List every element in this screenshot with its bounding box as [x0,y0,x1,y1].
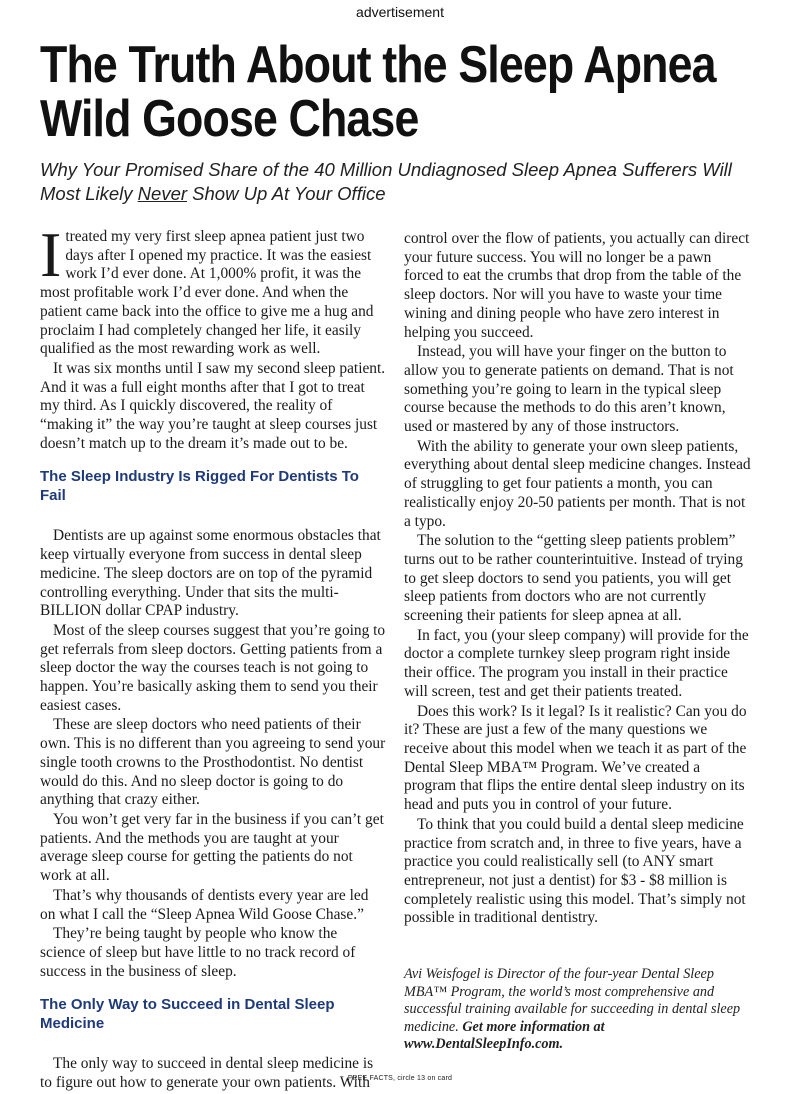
right-column [404,230,752,929]
body-paragraph: With the ability to generate your own sleep patients, everything about dental sleep medicine changes. Instead of struggling to get four patients a month, you can realistically enjoy 20-50 patients per month. That is not a typo. [404,437,751,530]
body-paragraph: These are sleep doctors who need patients of their own. This is no different than you agreeing to send your single tooth crowns to the Prosthodontist. No dentist would do this. And no sleep doctor is going to do anything that crazy either. [40,716,386,809]
subheadline [40,158,770,206]
section-heading-rigged: The Sleep Industry Is Rigged For Dentists To Fail [40,468,359,505]
body-paragraph: In fact, you (your sleep company) will provide for the doctor a complete turnkey sleep program right inside their office. The program you install in their practice will screen, test and get their patients treated. [404,626,749,700]
subhead-text-after: Show Up At Your Office [187,183,386,204]
body-paragraph: They’re being taught by people who know the science of sleep but have little to no track record of success in the business of sleep. [40,925,356,980]
intro-paragraph-1-text: treated my very first sleep apnea patient just two days after I opened my practice. It was the easiest work I’d ever done. At 1,000% profit, it was the most profitable work I’d ever done. And when the patient came back into the office to give me a hug and proclaim I had completely changed her life, it easily qualified as the most rewarding work as well. [40,228,374,358]
subhead-text-before: Why Your Promised Share of the 40 Million Undiagnosed Sleep Apnea Sufferers Will Most Likely [40,159,732,204]
body-paragraph: The only way to succeed in dental sleep medicine is to figure out how to generate your own patients. With [40,1055,374,1092]
footer-reader-service: FREE FACTS, circle 13 on card [347,1075,453,1082]
body-paragraph: Most of the sleep courses suggest that you’re going to get referrals from sleep doctors. Getting patients from a sleep doctor the way the courses teach is not going to happen. You’re basically asking them to send you their easiest cases. [40,621,386,714]
body-paragraph: That’s why thousands of dentists every year are led on what I call the “Sleep Apnea Wild Goose Chase.” [40,886,369,923]
author-bio-text: Avi Weisfogel is Director of the four-year Dental Sleep MBA™ Program, the world’s most comprehensive and successful training available for succeeding in dental sleep medicine. [404,966,741,1035]
intro-paragraph-1 [40,219,386,359]
subhead-emphasis: Never [137,183,188,204]
website-link[interactable]: Get more information at www.DentalSleepInfo.com. [404,1018,605,1053]
body-paragraph: The solution to the “getting sleep patients problem” turns out to be rather counterintuitive. Instead of trying to get sleep doctors to send you patients, you will get sleep patients from doctors who are not currently screening their patients for sleep apnea at all. [404,532,743,625]
body-paragraph: You won’t get very far in the business if you can’t get patients. And the methods you are taught at your average sleep course for getting the patients do not work at all. [40,810,384,885]
headline-line-2: Wild Goose Chase [40,90,419,148]
headline-line-1: The Truth About the Sleep Apnea [40,36,716,94]
section-heading-only-way: The Only Way to Succeed in Dental Sleep Medicine [40,996,335,1033]
intro-paragraph-2: It was six months until I saw my second sleep patient. And it was a full eight months after that I got to treat my third. As I quickly discovered, the reality of “making it” the way you’re taught at sleep courses just doesn’t match up to the dream it’s made out to be. [40,359,386,452]
left-column [40,219,386,1094]
drop-cap: I [40,219,62,290]
author-bio [404,966,754,1054]
body-paragraph: Does this work? Is it legal? Is it realistic? Can you do it? These are just a few of the many questions we receive about this model when we teach it as part of the Dental Sleep MBA™ Program. We’ve created a program that flips the entire dental sleep industry on its head and puts you in control of your future. [404,702,747,814]
advertisement-label: advertisement [356,4,444,20]
body-paragraph: Dentists are up against some enormous obstacles that keep virtually everyone from success in dental sleep medicine. The sleep doctors are on top of the pyramid controlling everything. Under that sits the multi-BILLION dollar CPAP industry. [40,527,381,620]
continued-paragraph: control over the flow of patients, you actually can direct your future success. You will no longer be a pawn forced to eat the crumbs that drop from the table of the sleep doctors. Nor will you have to waste your time wining and dining people who have zero interest in helping you succeed. [404,230,750,341]
headline [40,36,716,148]
body-paragraph: To think that you could build a dental sleep medicine practice from scratch and, in three to five years, have a practice you could realistically sell (to ANY smart entrepreneur, not just a dentist) for $3 - $8 million is completely realistic using this model. That’s simply not possible in traditional dentistry. [404,815,746,927]
body-paragraph: Instead, you will have your finger on the button to allow you to generate patients on demand. That is not something you’re going to learn in the typical sleep course because the methods to do this aren’t known, used or mastered by any of those instructors. [404,343,734,436]
